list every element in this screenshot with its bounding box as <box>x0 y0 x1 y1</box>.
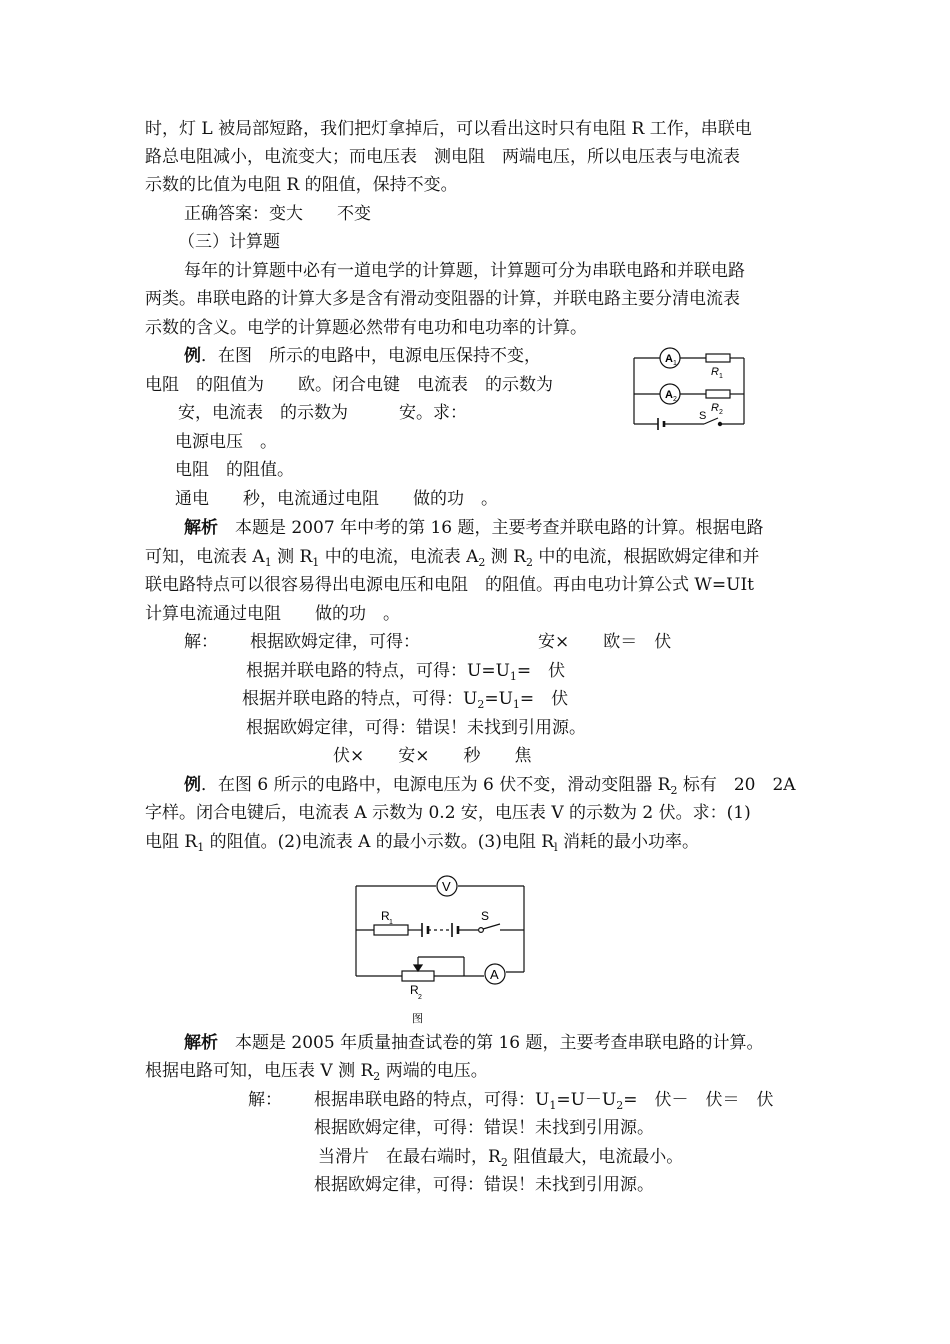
question-item: 通电 秒，电流通过电阻 做的功 。 <box>175 489 498 509</box>
circuit-diagram-2 <box>350 872 530 1030</box>
solution-step: 根据串联电路的特点，可得：$U_1=U-U_2=$ 伏－ 伏＝ 伏 <box>314 1090 774 1112</box>
question-item: 电源电压 。 <box>175 432 277 452</box>
solution-step: 根据欧姆定律，可得： <box>250 632 420 652</box>
solution-step: 根据欧姆定律，可得：错误！未找到引用源。 <box>246 718 586 738</box>
question-item: 电阻 的阻值。 <box>175 460 294 480</box>
example2-line: 例．在图 6 所示的电路中，电源电压为 6 伏不变，滑动变阻器 $R_2$ 标有 20 2A <box>184 775 796 797</box>
paragraph-line: 时，灯 L 被局部短路，我们把灯拿掉后，可以看出这时只有电阻 R 工作，串联电 <box>145 119 752 139</box>
solution-step: 当滑片 在最右端时，$R_2$ 阻值最大，电流最小。 <box>318 1147 684 1169</box>
analysis-line: 可知，电流表 $A_1$ 测 $R_1$ 中的电流，电流表 $A_2$ 测 $R_2$ 中的电流，根据欧姆定律和并 <box>145 547 760 569</box>
analysis-line: 联电路特点可以很容易得出电源电压和电阻 的阻值。再由电功计算公式 W=UIt <box>145 575 754 595</box>
analysis-line: 解析 本题是 2007 年中考的第 16 题，主要考查并联电路的计算。根据电路 <box>184 518 764 538</box>
analysis-line: 计算电流通过电阻 做的功 。 <box>145 604 400 624</box>
analysis-label: 解析 <box>184 1033 218 1053</box>
example-label: 例 <box>184 346 201 366</box>
paragraph-line: 示数的含义。电学的计算题必然带有电功和电功率的计算。 <box>145 318 587 338</box>
analysis-line: 解析 本题是 2005 年质量抽查试卷的第 16 题，主要考查串联电路的计算。 <box>184 1033 764 1053</box>
switch-s-label: S <box>481 909 490 923</box>
svg-text:2: 2 <box>719 409 723 416</box>
solution-step: 根据并联电路的特点，可得：$U=U_1=$ 伏 <box>246 661 566 683</box>
svg-text:2: 2 <box>673 396 677 403</box>
example-label: 例 <box>184 775 201 795</box>
svg-text:1: 1 <box>719 373 723 380</box>
paragraph-line: 路总电阻减小，电流变大；而电压表 测电阻 两端电压，所以电压表与电流表 <box>145 147 740 167</box>
solution-step: 伏× 安× 秒 焦 <box>333 746 532 766</box>
switch-s-label: S <box>699 410 707 422</box>
example2-line: 字样。闭合电键后，电流表 A 示数为 0.2 安，电压表 V 的示数为 2 伏。求：(1) <box>145 803 751 823</box>
svg-text:1: 1 <box>673 360 677 367</box>
ammeter-a2-label: A <box>665 389 673 401</box>
example1-line: 例．在图 所示的电路中，电源电压保持不变， <box>184 346 541 366</box>
example1-line: 电阻 的阻值为 欧。闭合电键 电流表 的示数为 <box>145 375 553 395</box>
ammeter-a1-label: A <box>665 353 673 365</box>
solution-label: 解： <box>184 632 218 652</box>
answer-line: 正确答案：变大 不变 <box>184 204 371 224</box>
analysis-line: 根据电路可知，电压表 V 测 $R_2$ 两端的电压。 <box>145 1061 488 1083</box>
example2-line: 电阻 $R_1$ 的阻值。(2)电流表 A 的最小示数。(3)电阻 $R_l$ 消耗的最小功率。 <box>145 832 700 854</box>
analysis-label: 解析 <box>184 518 218 538</box>
example1-line: 安，电流表 的示数为 安。求： <box>178 403 467 423</box>
resistor-r1-label: R <box>711 366 719 378</box>
resistor-r2-label: R <box>711 402 719 414</box>
solution-step: 根据欧姆定律，可得：错误！未找到引用源。 <box>314 1175 654 1195</box>
resistor-r1-label: R <box>381 909 390 923</box>
solution-step: 安× 欧＝ 伏 <box>538 632 672 652</box>
rheostat-r2-label: R <box>410 983 419 997</box>
paragraph-line: 两类。串联电路的计算大多是含有滑动变阻器的计算，并联电路主要分清电流表 <box>145 289 740 309</box>
section-heading: （三）计算题 <box>178 232 280 252</box>
svg-text:2: 2 <box>418 994 422 1001</box>
paragraph-line: 示数的比值为电阻 R 的阻值，保持不变。 <box>145 175 458 195</box>
solution-label: 解： <box>248 1090 282 1110</box>
solution-step: 根据欧姆定律，可得：错误！未找到引用源。 <box>314 1118 654 1138</box>
ammeter-label: A <box>490 967 499 982</box>
circuit-diagram-1 <box>628 344 748 432</box>
paragraph-line: 每年的计算题中必有一道电学的计算题，计算题可分为串联电路和并联电路 <box>184 261 745 281</box>
solution-step: 根据并联电路的特点，可得：$U_2=U_1=$ 伏 <box>242 689 569 711</box>
svg-text:1: 1 <box>389 919 393 926</box>
figure-caption: 图 <box>412 1013 423 1025</box>
voltmeter-label: V <box>442 879 451 894</box>
